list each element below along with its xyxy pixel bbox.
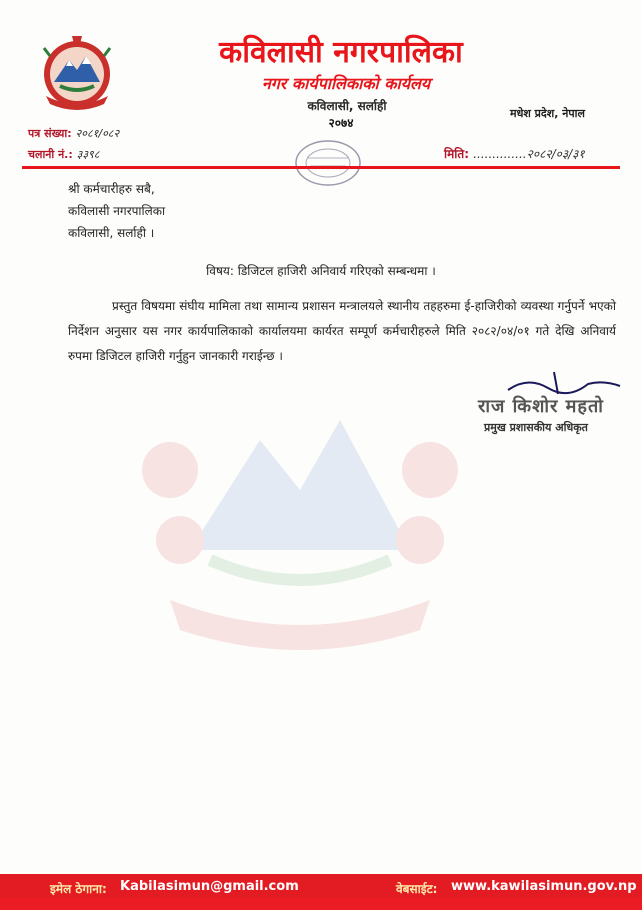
letter-number: [28, 126, 119, 141]
signatory-title: प्रमुख प्रशासकीय अधिकृत: [484, 421, 588, 434]
date-label: मिति:: [444, 147, 470, 161]
office-subtitle: नगर कार्यपालिकाको कार्यलय: [261, 74, 431, 93]
office-place: कविलासी, सर्लाही: [307, 99, 387, 113]
letter-number-label: पत्र संख्या:: [28, 127, 72, 140]
letter-subject: विषय: डिजिटल हाजिरी अनिवार्य गरिएको सम्बन्धमा ।: [206, 264, 436, 278]
header-divider: [22, 166, 620, 169]
recipient-line-1: श्री कर्मचारीहरु सबै,: [68, 182, 155, 196]
website-link[interactable]: www.kawilasimun.gov.np: [451, 879, 637, 894]
email-link[interactable]: Kabilasimun@gmail.com: [120, 879, 299, 894]
emblem-watermark-icon: [130, 350, 470, 650]
dispatch-number-value: ३३९८: [76, 148, 100, 161]
province-label: मधेश प्रदेश, नेपाल: [510, 107, 585, 120]
email-label: इमेल ठेगाना:: [50, 882, 107, 896]
letter-number-value: २०८१/०८२: [75, 127, 120, 140]
website-label: वेबसाईट:: [396, 882, 438, 896]
established-year: २०७४: [328, 116, 354, 130]
dispatch-number: [28, 147, 100, 162]
signatory-name: राज किशोर महतो: [478, 396, 604, 417]
recipient-line-2: कविलासी नगरपालिका: [68, 204, 166, 218]
dispatch-number-label: चलानी नं.:: [28, 148, 73, 161]
letter-body: प्रस्तुत विषयमा संघीय मामिला तथा सामान्य प्रशासन मन्त्रालयले स्थानीय तहहरुमा ई-हाजिरीको व्यवस्था गर्नुपर्ने भएको निर्देशन अनुसार यस नगर कार्यपालिकाको कार्यालयमा कार्यरत सम्पूर्ण कर्मचारीहरुले मिति २०८२/०४/०१ गते देखि अनिवार्य रुपमा डिजिटल हाजिरी गर्नुहुन जानकारी गराईन्छ ।: [68, 299, 616, 363]
date-value: ..............२०८२/०३/३१: [473, 147, 585, 161]
recipient-line-3: कविलासी, सर्लाही ।: [68, 226, 155, 240]
office-title: कविलासी नगरपालिका: [219, 35, 463, 70]
letter-date: [444, 145, 585, 162]
office-stamp-icon: [292, 136, 364, 190]
